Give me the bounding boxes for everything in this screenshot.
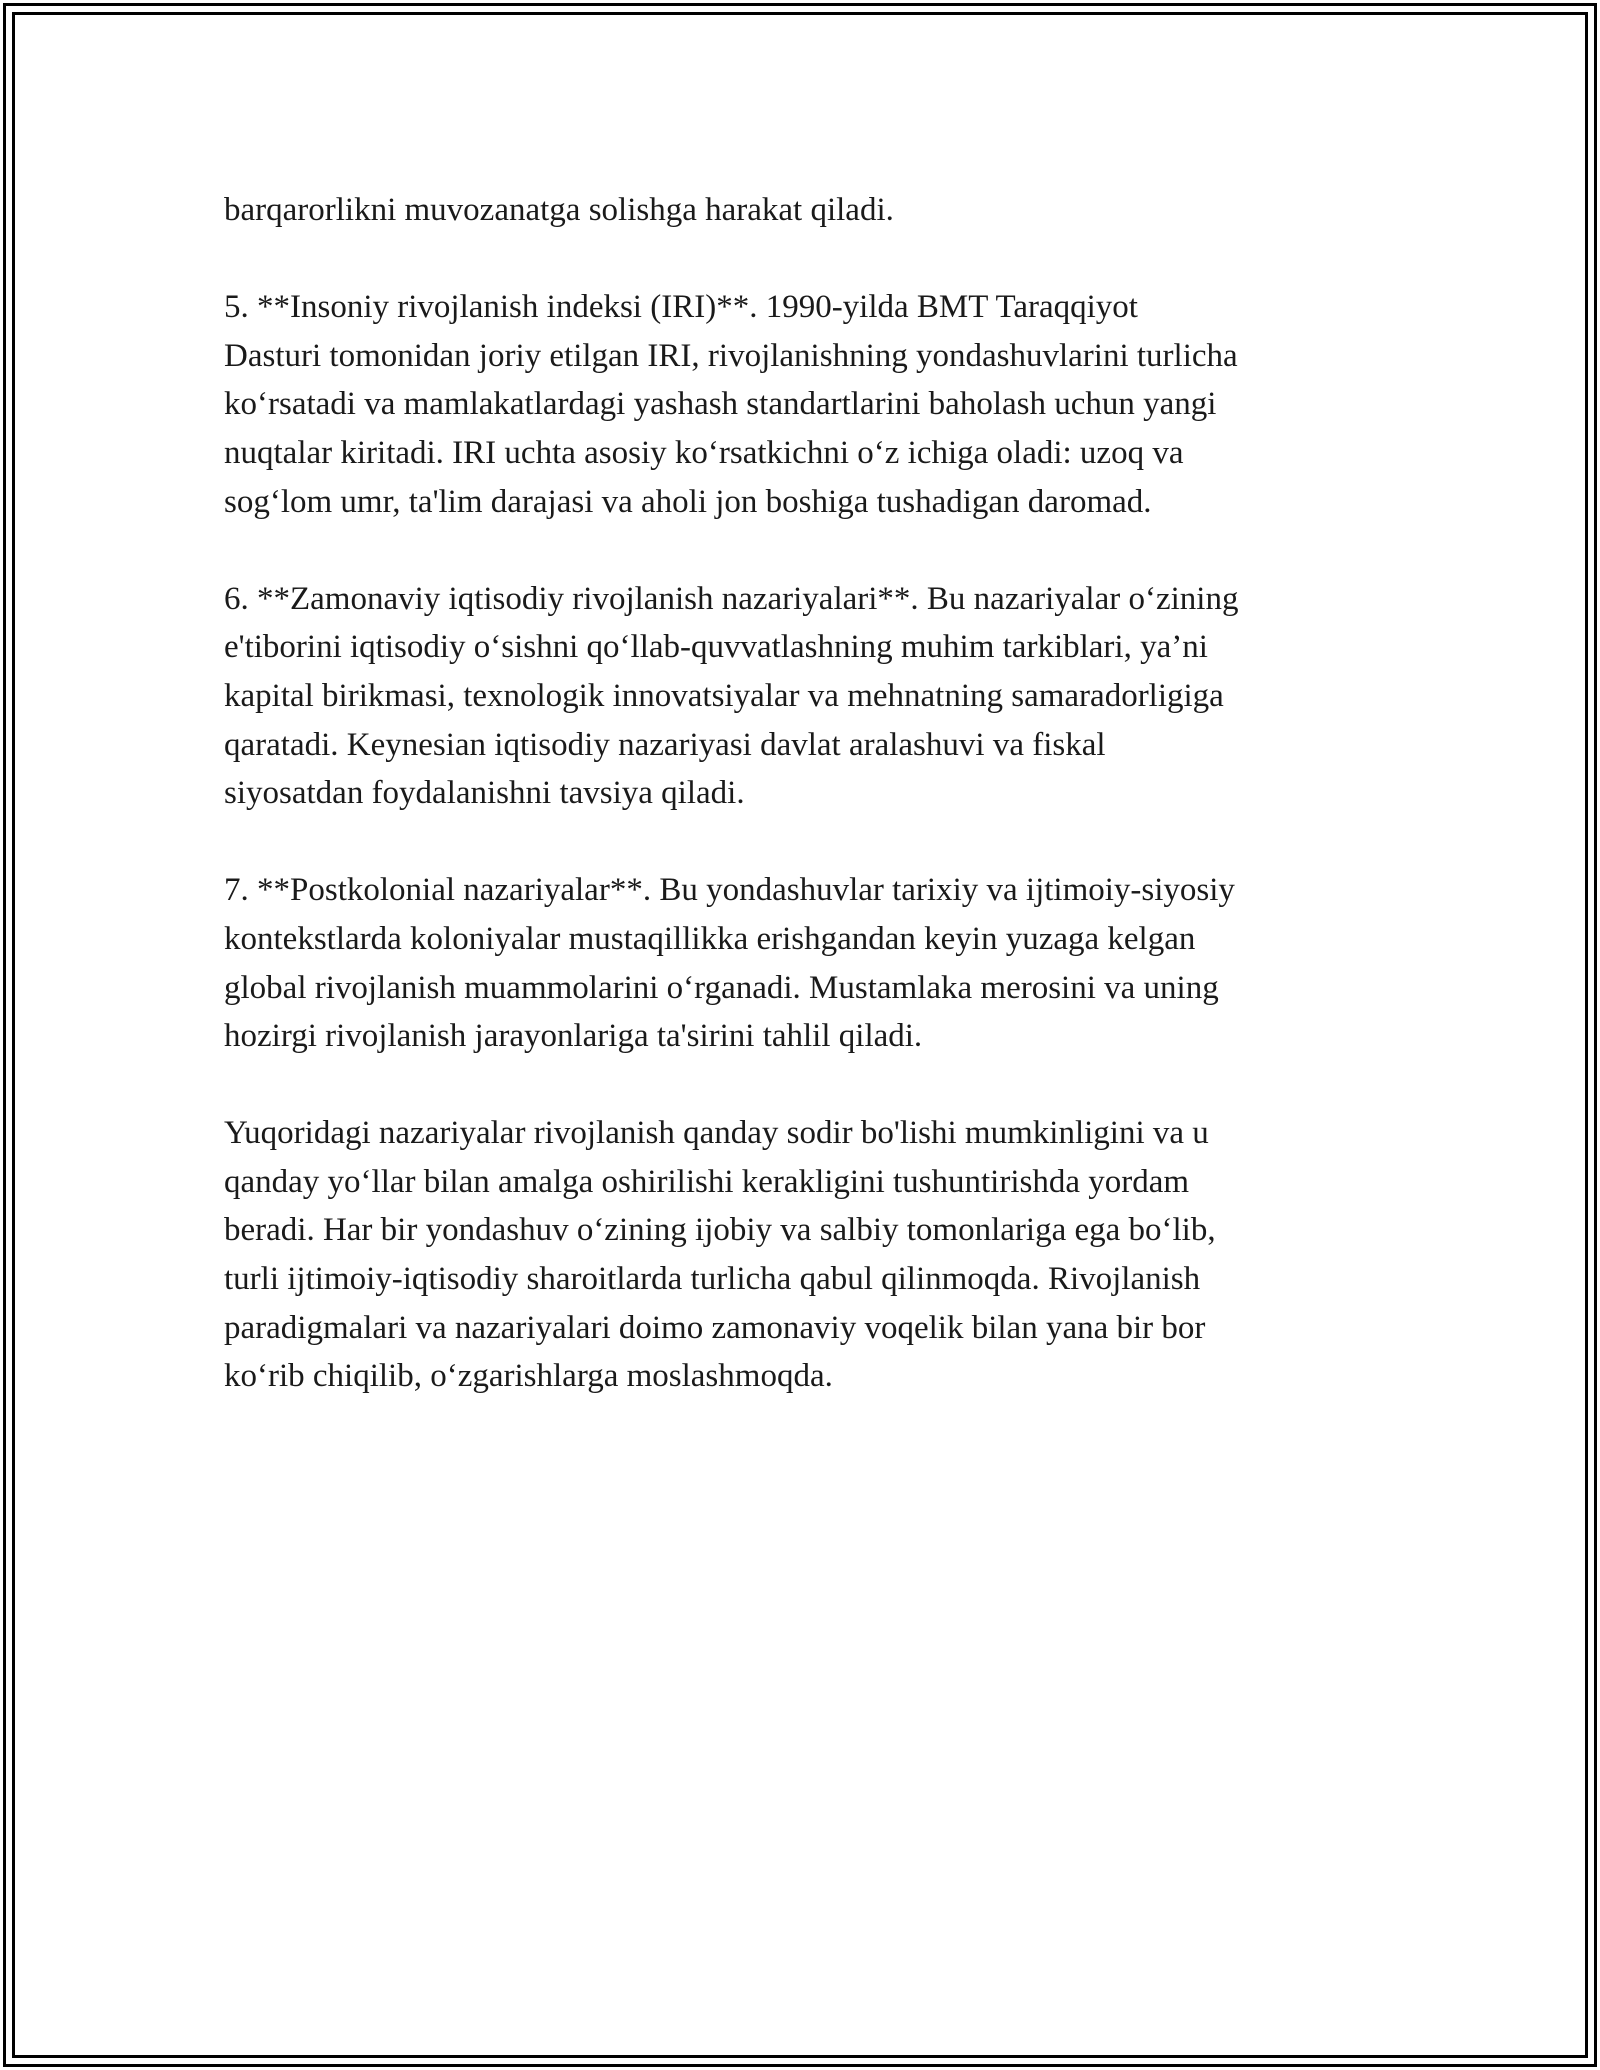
paragraph-item-6: 6. **Zamonaviy iqtisodiy rivojlanish nazariyalari**. Bu nazariyalar oʻzining e'tiborini iqtisodiy oʻsishni qoʻllab-quvvatlashning muhim tarkiblari, ya’ni kapital birikmasi, texnologik innovatsiyalar va mehnatning samaradorligiga qaratadi. Keynesian iqtisodiy nazariyasi davlat aralashuvi va fiskal siyosatdan foydalanishni tavsiya qiladi.: [224, 580, 1239, 812]
paragraph-conclusion: Yuqoridagi nazariyalar rivojlanish qanday sodir bo'lishi mumkinligini va u qanday yoʻllar bilan amalga oshirilishi kerakligini tushuntirishda yordam beradi. Har bir yondashuv oʻzining ijobiy va salbiy tomonlariga ega boʻlib, turli ijtimoiy-iqtisodiy sharoitlarda turlicha qabul qilinmoqda. Rivojlanish paradigmalari va nazariyalari doimo zamonaviy voqelik bilan yana bir bor koʻrib chiqilib, oʻzgarishlarga moslashmoqda.: [224, 1115, 1216, 1395]
paragraph-item-5: 5. **Insoniy rivojlanish indeksi (IRI)**. 1990-yilda BMT Taraqqiyot Dasturi tomonidan joriy etilgan IRI, rivojlanishning yondashuvlarini turlicha koʻrsatadi va mamlakatlardagi yashash standartlarini baholash uchun yangi nuqtalar kiritadi. IRI uchta asosiy koʻrsatkichni oʻz ichiga oladi: uzoq va sogʻlom umr, ta'lim darajasi va aholi jon boshiga tushadigan daromad.: [224, 289, 1238, 520]
document-body: [224, 186, 1384, 1449]
paragraph-item-7: 7. **Postkolonial nazariyalar**. Bu yondashuvlar tarixiy va ijtimoiy-siyosiy kontekstlarda koloniyalar mustaqillikka erishgandan keyin yuzaga kelgan global rivojlanish muammolarini oʻrganadi. Mustamlaka merosini va uning hozirgi rivojlanish jarayonlariga ta'sirini tahlil qiladi.: [224, 872, 1235, 1055]
paragraph-continuation: barqarorlikni muvozanatga solishga harakat qiladi.: [224, 192, 894, 228]
